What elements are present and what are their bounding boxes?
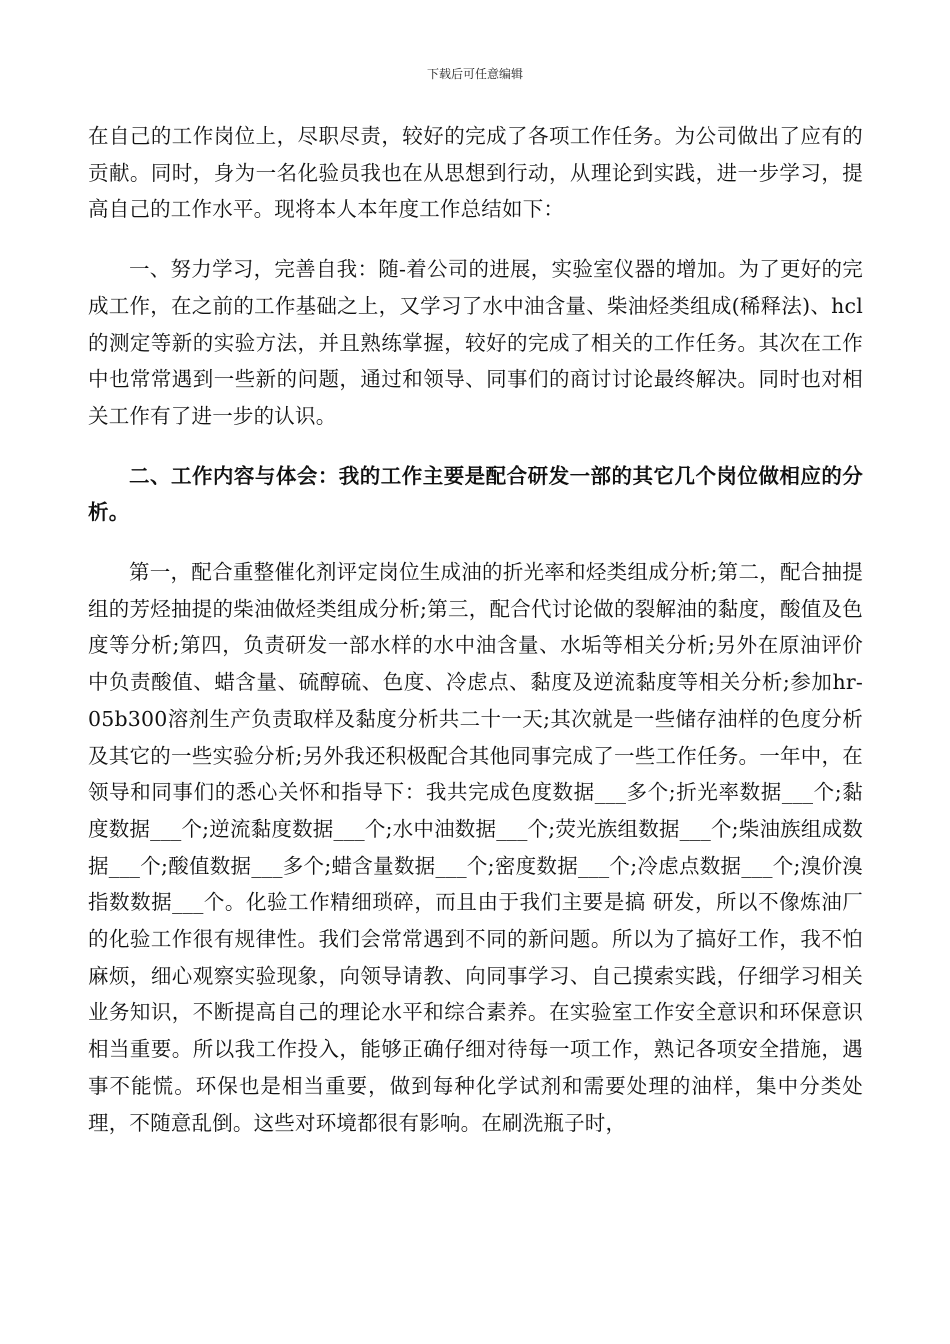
section-one-paragraph: 一、努力学习，完善自我：随-着公司的进展，实验室仪器的增加。为了更好的完成工作，在之前的工作基础之上，又学习了水中油含量、柴油烃类组成(稀释法)、hcl的测定等新的实验方法，并且熟练掌握，较好的完成了相关的工作任务。其次在工作中也常常遇到一些新的问题，通过和领导、同事们的商讨讨论最终解决。同时也对相关工作有了进一步的认识。 bbox=[88, 257, 863, 428]
document-body bbox=[88, 118, 863, 1141]
intro-paragraph: 在自己的工作岗位上，尽职尽责，较好的完成了各项工作任务。为公司做出了应有的贡献。同时，身为一名化验员我也在从思想到行动，从理论到实践，进一步学习，提高自己的工作水平。现将本人本年度工作总结如下： bbox=[88, 124, 863, 222]
section-two-heading: 二、工作内容与体会：我的工作主要是配合研发一部的其它几个岗位做相应的分析。 bbox=[88, 463, 863, 525]
page-header-note: 下载后可任意编辑 bbox=[426, 67, 523, 81]
work-content-paragraph: 第一，配合重整催化剂评定岗位生成油的折光率和烃类组成分析;第二，配合抽提组的芳烃抽提的柴油做烃类组成分析;第三，配合代讨论做的裂解油的黏度，酸值及色度等分析;第四，负责研发一部水样的水中油含量、水垢等相关分析;另外在原油评价中负责酸值、蜡含量、硫醇硫、色度、冷虑点、黏度及逆流黏度等相关分析;参加hr-05b300溶剂生产负责取样及黏度分析共二十一天;其次就是一些储存油样的色度分析及其它的一些实验分析;另外我还积极配合其他同事完成了一些工作任务。一年中，在领导和同事们的悉心关怀和指导下：我共完成色度数据___多个;折光率数据___个;黏度数据___个;逆流黏度数据___个;水中油数据___个;荧光族组数据___个;柴油族组成数据___个;酸值数据___多个;蜡含量数据___个;密度数据___个;冷虑点数据___个;溴价溴指数数据___个。化验工作精细琐碎，而且由于我们主要是搞 研发，所以不像炼油厂的化验工作很有规律性。我们会常常遇到不同的新问题。所以为了搞好工作，我不怕麻烦，细心观察实验现象，向领导请教、向同事学习、自己摸索实践，仔细学习相关业务知识，不断提高自己的理论水平和综合素养。在实验室工作安全意识和环保意识相当重要。所以我工作投入，能够正确仔细对待每一项工作，熟记各项安全措施，遇事不能慌。环保也是相当重要，做到每种化学试剂和需要处理的油样，集中分类处理，不随意乱倒。这些对环境都很有影响。在刷洗瓶子时， bbox=[88, 560, 863, 1135]
